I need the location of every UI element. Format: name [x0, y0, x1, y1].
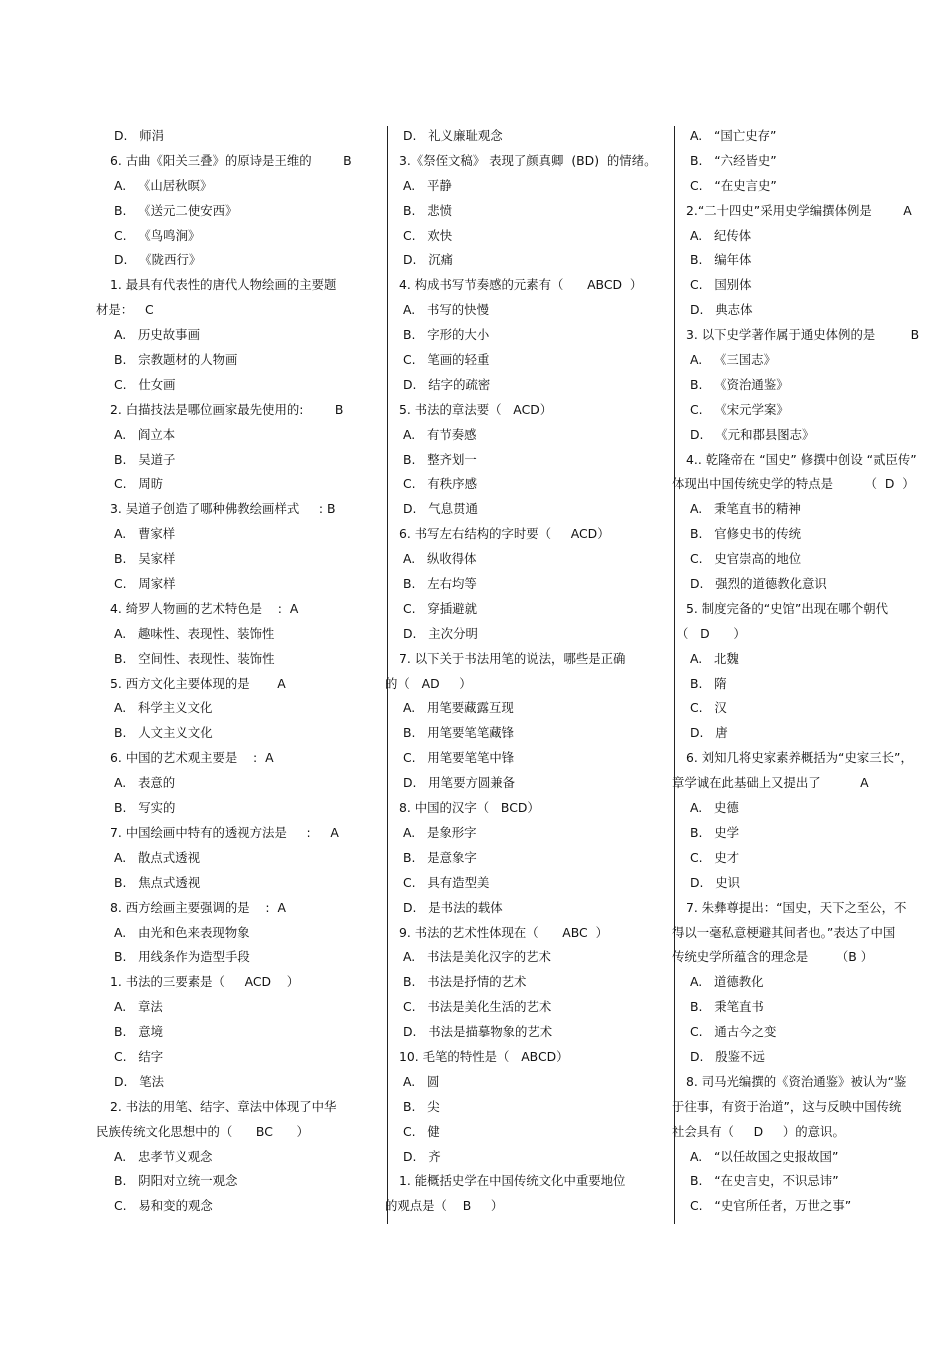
answer-option: D. 典志体 — [690, 302, 753, 318]
question-text: 6. 中国的艺术观主要是 : A — [110, 750, 274, 766]
answer-option: C. 具有造型美 — [403, 874, 490, 890]
answer-option: C. 有秩序感 — [403, 476, 477, 492]
question-text: 2. 白描技法是哪位画家最先使用的: B — [110, 401, 344, 417]
answer-option: C. 仕女画 — [114, 376, 176, 392]
answer-option: D. 齐 — [403, 1148, 441, 1164]
answer-option: A. “以任故国之史报故国” — [690, 1148, 839, 1164]
answer-option: B. 史学 — [690, 824, 740, 840]
answer-option: A. 《三国志》 — [690, 352, 776, 368]
answer-option: A. 书写的快慢 — [403, 302, 489, 318]
answer-option: B. 悲愤 — [403, 202, 453, 218]
answer-option: B. 人文主义文化 — [114, 725, 213, 741]
question-text: 5. 西方文化主要体现的是 A — [110, 675, 286, 691]
answer-option: A. 史德 — [690, 800, 739, 816]
question-continuation: 传统史学所蕴含的理念是 （B ） — [672, 949, 874, 965]
answer-option: A. 科学主义文化 — [114, 700, 213, 716]
question-continuation: 得以一毫私意梗避其间者也。”表达了中国 — [672, 924, 896, 940]
answer-option: A. 道德教化 — [690, 974, 764, 990]
answer-option: D. 《陇西行》 — [114, 252, 202, 268]
answer-option: A. 纪传体 — [690, 227, 752, 243]
answer-option: A. 书法是美化汉字的艺术 — [403, 949, 551, 965]
question-text: 6. 刘知几将史家素养概括为“史家三长”， — [686, 750, 913, 766]
column-1 — [96, 124, 386, 1219]
answer-option: D. 结字的疏密 — [403, 376, 491, 392]
answer-option: B. 焦点式透视 — [114, 874, 201, 890]
answer-option: B. 隋 — [690, 675, 727, 691]
answer-option: A. 秉笔直书的精神 — [690, 501, 801, 517]
question-text: 9. 书法的艺术性体现在（ ABC ） — [399, 924, 608, 940]
answer-option: B. 宗教题材的人物画 — [114, 352, 238, 368]
answer-option: A. 由光和色来表现物象 — [114, 924, 250, 940]
answer-option: D. 强烈的道德教化意识 — [690, 576, 827, 592]
answer-option: B. 空间性、表现性、装饰性 — [114, 650, 275, 666]
question-text: 6. 书写左右结构的字时要（ ACD） — [399, 526, 610, 542]
column-3 — [672, 124, 948, 1219]
answer-option: B. 整齐划一 — [403, 451, 477, 467]
question-text: 1. 书法的三要素是（ ACD ） — [110, 974, 300, 990]
answer-option: B. 意境 — [114, 1024, 164, 1040]
question-continuation: 材是： C — [96, 302, 154, 318]
answer-option: C. 易和变的观念 — [114, 1198, 213, 1214]
answer-option: B. 阴阳对立统一观念 — [114, 1173, 238, 1189]
question-continuation: （ D ） — [672, 625, 746, 641]
answer-option: C. “在史言史” — [690, 177, 777, 193]
question-text: 2.“二十四史”采用史学编撰体例是 A — [686, 202, 912, 218]
answer-option: A. 阎立本 — [114, 426, 176, 442]
question-text: 1. 最具有代表性的唐代人物绘画的主要题 — [110, 277, 337, 293]
question-continuation: 章学诚在此基础上又提出了 A — [672, 775, 869, 791]
answer-option: C. 周昉 — [114, 476, 164, 492]
question-text: 8. 西方绘画主要强调的是 : A — [110, 899, 286, 915]
answer-option: B. 是意象字 — [403, 849, 477, 865]
question-text: 3.《祭侄文稿》 表现了颜真卿 (BD) 的情绪。 — [399, 152, 657, 168]
answer-option: A. 曹家样 — [114, 526, 176, 542]
answer-option: A. 纵收得体 — [403, 551, 477, 567]
question-text: 6. 古曲《阳关三叠》的原诗是王维的 B — [110, 152, 352, 168]
answer-option: C. 穿插避就 — [403, 600, 477, 616]
answer-option: A. 《山居秋暝》 — [114, 177, 213, 193]
answer-option: C. 《鸟鸣涧》 — [114, 227, 201, 243]
answer-option: B. “六经皆史” — [690, 152, 777, 168]
answer-option: D. 《元和郡县图志》 — [690, 426, 815, 442]
question-continuation: 的观点是（ B ） — [385, 1198, 504, 1214]
answer-option: C. 结字 — [114, 1048, 164, 1064]
question-text: 3. 吴道子创造了哪种佛教绘画样式 : B — [110, 501, 336, 517]
answer-option: D. 是书法的载体 — [403, 899, 503, 915]
answer-option: B. 吴道子 — [114, 451, 176, 467]
answer-option: B. 用笔要笔笔藏锋 — [403, 725, 514, 741]
answer-option: A. 有节奏感 — [403, 426, 477, 442]
answer-option: B. 《送元二使安西》 — [114, 202, 238, 218]
question-text: 7. 以下关于书法用笔的说法，哪些是正确 — [399, 650, 626, 666]
question-text: 4. 构成书写节奏感的元素有（ ABCD ） — [399, 277, 643, 293]
answer-option: B. 秉笔直书 — [690, 999, 764, 1015]
question-text: 2. 书法的用笔、结字、章法中体现了中华 — [110, 1098, 337, 1114]
answer-option: D. 气息贯通 — [403, 501, 478, 517]
question-text: 1. 能概括史学在中国传统文化中重要地位 — [399, 1173, 626, 1189]
answer-option: C. 用笔要笔笔中锋 — [403, 750, 515, 766]
answer-option: A. 北魏 — [690, 650, 739, 666]
answer-option: B. 吴家样 — [114, 551, 176, 567]
question-text: 8. 中国的汉字（ BCD） — [399, 800, 540, 816]
answer-option: C. 健 — [403, 1123, 440, 1139]
answer-option: B. 用线条作为造型手段 — [114, 949, 250, 965]
answer-option: A. 平静 — [403, 177, 452, 193]
question-continuation: 的（ AD ） — [385, 675, 472, 691]
question-text: 4.. 乾隆帝在 “国史” 修撰中创设 “贰臣传” — [686, 451, 917, 467]
answer-option: C. 通古今之变 — [690, 1024, 777, 1040]
answer-option: A. 章法 — [114, 999, 163, 1015]
answer-option: A. 表意的 — [114, 775, 176, 791]
answer-option: B. 书法是抒情的艺术 — [403, 974, 527, 990]
answer-option: B. 尖 — [403, 1098, 440, 1114]
question-text: 5. 制度完备的“史馆”出现在哪个朝代 — [686, 600, 889, 616]
answer-option: C. 周家样 — [114, 576, 176, 592]
answer-option: A. 圆 — [403, 1073, 440, 1089]
question-continuation: 民族传统文化思想中的（ BC ） — [96, 1123, 309, 1139]
question-continuation: 体现出中国传统史学的特点是 （ D ） — [672, 476, 915, 492]
answer-option: A. 忠孝节义观念 — [114, 1148, 213, 1164]
answer-option: C. 书法是美化生活的艺术 — [403, 999, 552, 1015]
answer-option: D. 用笔要方圆兼备 — [403, 775, 516, 791]
answer-option: D. 书法是描摹物象的艺术 — [403, 1024, 553, 1040]
answer-option: C. 《宋元学案》 — [690, 401, 789, 417]
answer-option: D. 殷鉴不远 — [690, 1048, 765, 1064]
answer-option: D. 礼义廉耻观念 — [403, 128, 503, 143]
answer-option: B. “在史言史，不识忌讳” — [690, 1173, 839, 1189]
question-continuation: 于往事，有资于治道”，这与反映中国传统 — [672, 1098, 902, 1114]
answer-option: C. “史官所任者，万世之事” — [690, 1198, 852, 1214]
answer-option: B. 写实的 — [114, 800, 176, 816]
answer-option: A. 是象形字 — [403, 824, 477, 840]
question-text: 4. 绮罗人物画的艺术特色是 : A — [110, 600, 299, 616]
answer-option: C. 国别体 — [690, 277, 752, 293]
answer-option: C. 欢快 — [403, 227, 453, 243]
answer-option: C. 笔画的轻重 — [403, 352, 490, 368]
answer-option: A. 历史故事画 — [114, 327, 200, 343]
question-text: 8. 司马光编撰的《资治通鉴》被认为“鉴 — [686, 1073, 907, 1089]
question-continuation: 社会具有（ D ）的意识。 — [672, 1123, 845, 1139]
answer-option: A. 散点式透视 — [114, 849, 200, 865]
column-2 — [385, 124, 673, 1219]
answer-option: A. 用笔要藏露互现 — [403, 700, 514, 716]
answer-option: D. 沉痛 — [403, 252, 454, 268]
question-text: 10. 毛笔的特性是（ ABCD） — [399, 1048, 569, 1064]
answer-option: A. 趣味性、表现性、装饰性 — [114, 625, 275, 641]
answer-option: D. 笔法 — [114, 1073, 165, 1089]
answer-option: B. 官修史书的传统 — [690, 526, 801, 542]
answer-option: D. 唐 — [690, 725, 728, 741]
question-text: 5. 书法的章法要（ ACD） — [399, 401, 553, 417]
answer-option: B. 《资治通鉴》 — [690, 376, 789, 392]
question-text: 7. 朱彝尊提出：“国史，天下之至公，不 — [686, 899, 907, 915]
answer-option: B. 左右均等 — [403, 576, 477, 592]
answer-option: C. 史才 — [690, 849, 740, 865]
answer-option: B. 字形的大小 — [403, 327, 490, 343]
question-text: 3. 以下史学著作属于通史体例的是 B — [686, 327, 920, 343]
answer-option: D. 史识 — [690, 874, 741, 890]
answer-option: D. 师涓 — [114, 128, 165, 143]
answer-option: B. 编年体 — [690, 252, 752, 268]
question-text: 7. 中国绘画中特有的透视方法是 : A — [110, 824, 339, 840]
answer-option: C. 史官崇高的地位 — [690, 551, 802, 567]
answer-option: C. 汉 — [690, 700, 727, 716]
answer-option: D. 主次分明 — [403, 625, 478, 641]
answer-option: A. “国亡史存” — [690, 128, 777, 143]
